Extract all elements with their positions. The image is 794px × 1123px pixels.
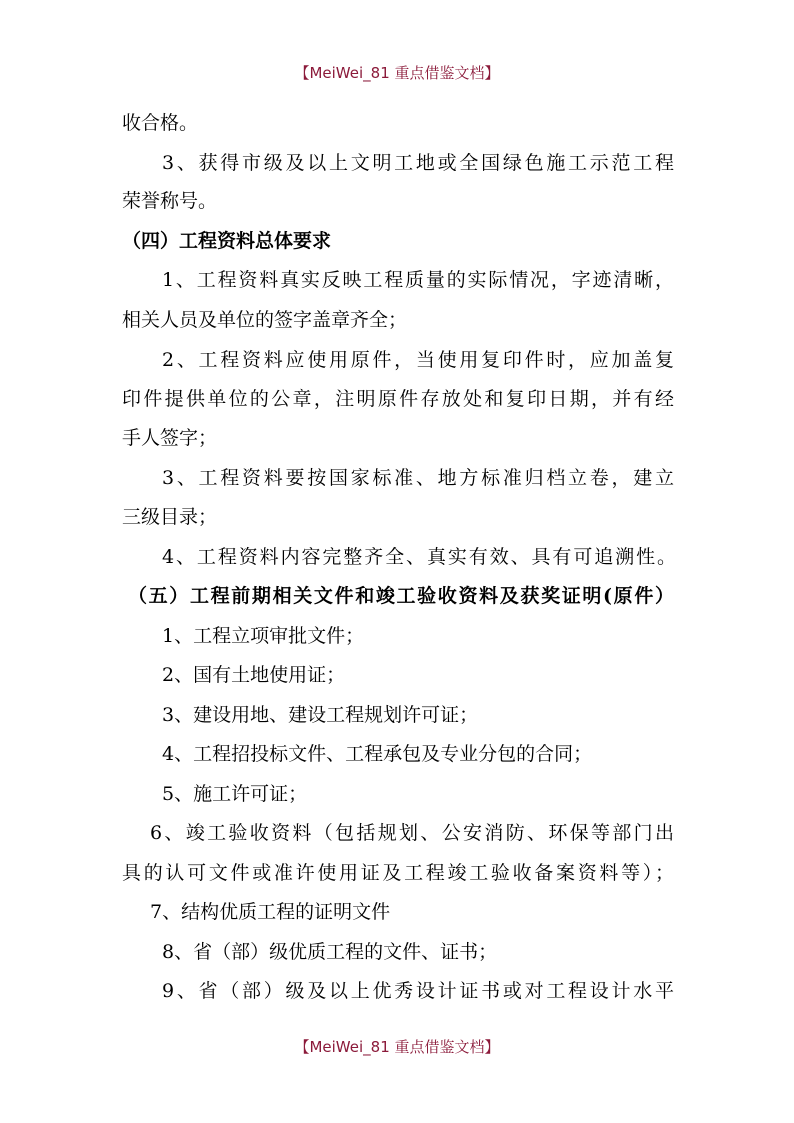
body-line: 6、竣工验收资料（包括规划、公安消防、环保等部门出	[150, 822, 674, 844]
body-line: 7、结构优质工程的证明文件	[150, 901, 391, 923]
body-line: 2、工程资料应使用原件，当使用复印件时，应加盖复	[162, 349, 674, 371]
body-line: 4、工程招投标文件、工程承包及专业分包的合同；	[162, 743, 593, 765]
body-line: 相关人员及单位的签字盖章齐全；	[122, 309, 408, 331]
body-line: 3、获得市级及以上文明工地或全国绿色施工示范工程	[162, 152, 674, 174]
body-line: 三级目录；	[122, 506, 218, 528]
body-line: 1、工程立项审批文件；	[162, 625, 365, 647]
body-line: 手人签字；	[122, 427, 218, 449]
body-line: 3、建设用地、建设工程规划许可证；	[162, 704, 479, 726]
page-header: 【MeiWei_81 重点借鉴文档】	[294, 64, 500, 82]
body-line: 印件提供单位的公章，注明原件存放处和复印日期，并有经	[122, 388, 674, 410]
body-line: 收合格。	[122, 112, 199, 134]
section-heading: （四）工程资料总体要求	[122, 230, 332, 252]
body-line: 9、省（部）级及以上优秀设计证书或对工程设计水平	[162, 980, 674, 1002]
body-line: 3、工程资料要按国家标准、地方标准归档立卷，建立	[162, 467, 674, 489]
body-line: 荣誉称号。	[122, 190, 218, 212]
body-line: 具的认可文件或准许使用证及工程竣工验收备案资料等）；	[122, 862, 674, 884]
page-footer: 【MeiWei_81 重点借鉴文档】	[294, 1038, 500, 1056]
body-line: 8、省（部）级优质工程的文件、证书；	[162, 941, 498, 963]
body-line: 5、施工许可证；	[162, 783, 308, 805]
body-line: 2、国有土地使用证；	[162, 664, 346, 686]
section-heading: （五）工程前期相关文件和竣工验收资料及获奖证明(原件）	[128, 585, 674, 607]
body-line: 1、工程资料真实反映工程质量的实际情况，字迹清晰，	[162, 269, 674, 291]
body-line: 4、工程资料内容完整齐全、真实有效、具有可追溯性。	[162, 546, 676, 568]
